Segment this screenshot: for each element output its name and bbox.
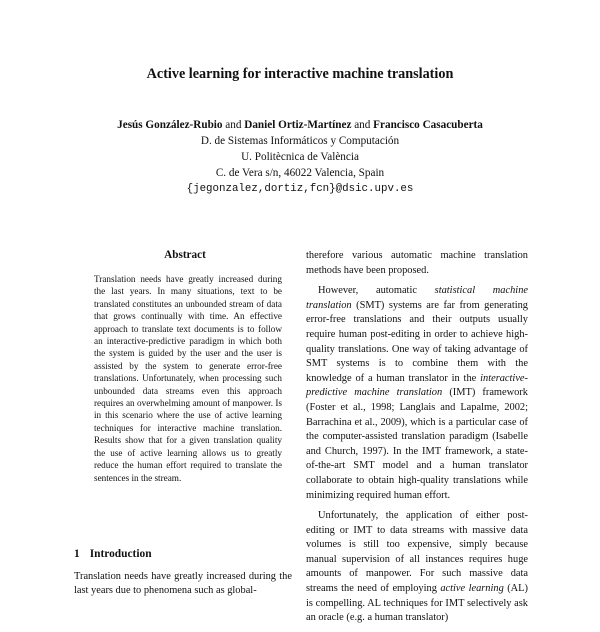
author-separator: and bbox=[354, 119, 371, 131]
emphasis: active learning bbox=[440, 583, 504, 595]
emphasis: interactive-predictive machine translation bbox=[306, 372, 528, 399]
author-2: Daniel Ortiz-Martínez bbox=[244, 119, 352, 131]
text-run: Unfortunately, the application of either post-editing or IMT to data streams with massive data volumes is still too expensive, simply because manual supervision of all instances requires huge amounts of manpower. For such massive data streams the need of employing bbox=[306, 510, 528, 595]
emphasis: statistical machine translation bbox=[306, 285, 528, 311]
right-column bbox=[306, 249, 528, 632]
text-run: However, automatic bbox=[318, 285, 435, 297]
paragraph bbox=[306, 509, 528, 626]
author-block bbox=[0, 117, 600, 197]
section-heading bbox=[74, 548, 152, 560]
paper-title: Active learning for interactive machine translation bbox=[146, 66, 454, 82]
author-separator: and bbox=[225, 119, 242, 131]
section-title: Introduction bbox=[89, 548, 152, 560]
paragraph bbox=[306, 284, 528, 503]
text-run: (SMT) systems are far from generating error-free translations and their outputs usually require human post-editing in order to achieve high-quality translations. One way of taking advantage of SMT systems is to combine them with the knowledge of a human translator in the bbox=[306, 299, 528, 384]
paragraph: therefore various automatic machine translation methods have been proposed. bbox=[306, 250, 528, 276]
intro-paragraph: Translation needs have greatly increased during the last years due to phenomena such as global- bbox=[74, 571, 292, 596]
author-email: {jegonzalez,dortiz,fcn}@dsic.upv.es bbox=[186, 183, 414, 195]
author-1: Jesús González-Rubio bbox=[117, 119, 223, 131]
text-run: (IMT) framework (Foster et al., 1998; Langlais and Lapalme, 2002; Barrachina et al., 2009), which is a particular case of the computer-assisted translation paradigm (Isabelle and Church, 1997). In the IMT framework, a state-of-the-art SMT model and a human translator collaborate to obtain high-quality translations while minimizing required human effort. bbox=[306, 387, 528, 501]
author-3: Francisco Casacuberta bbox=[373, 119, 483, 131]
affiliation-university: U. Politècnica de València bbox=[241, 151, 359, 163]
abstract-text: Translation needs have greatly increased during the last years. In many situations, text to be translated constitutes an unbounded stream of data that grows continually with time. An effective approach to translate text documents is to follow an interactive-predictive paradigm in which both the system is guided by the user and the user is assisted by the system to generate error-free translations. Unfortunately, when processing such unbounded data streams even this approach requires an overwhelming amount of manpower. Is in this scenario where the use of active learning techniques for interactive machine translation. Results show that for a given translation quality the use of active learning allows us to greatly reduce the human effort required to translate the sentences in the stream. bbox=[94, 274, 282, 483]
affiliation-department: D. de Sistemas Informáticos y Computación bbox=[200, 135, 400, 147]
author-names bbox=[0, 117, 600, 133]
text-run: (AL) is compelling. AL techniques for IMT selectively ask an oracle (e.g. a human translator) bbox=[306, 583, 528, 624]
affiliation-address: C. de Vera s/n, 46022 Valencia, Spain bbox=[215, 167, 385, 179]
abstract-heading: Abstract bbox=[164, 249, 206, 261]
section-number: 1 bbox=[74, 548, 80, 560]
